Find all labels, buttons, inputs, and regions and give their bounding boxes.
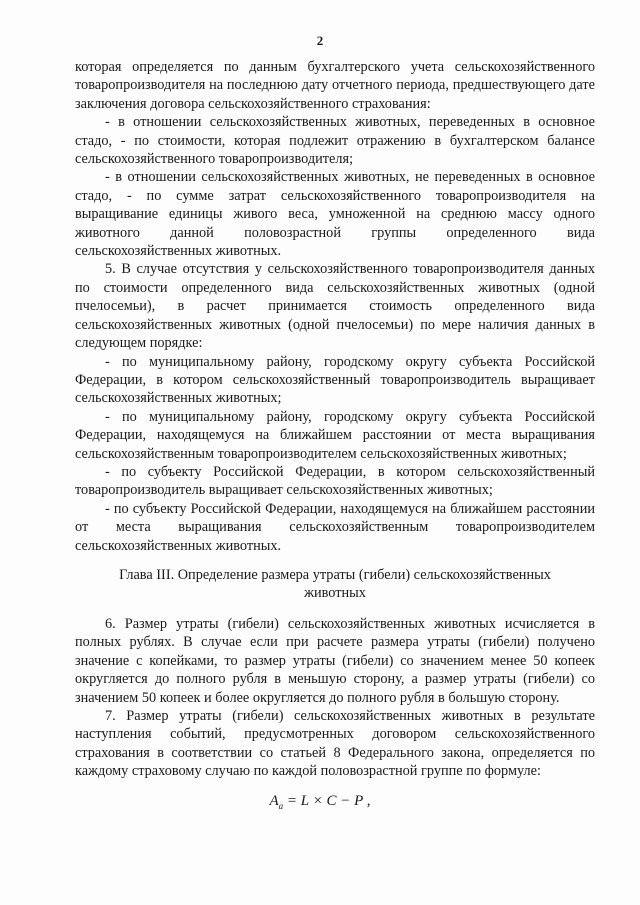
formula-lhs-subscript: a: [278, 801, 284, 811]
paragraph-nearest-district: - по муниципальному району, городскому округу субъекта Российской Федерации, находящемуся на ближайшем расстоянии от места выращивания сельскохозяйственным товаропроизводителем сельскохозяйственных животных;: [75, 408, 595, 462]
paragraph-item-7: 7. Размер утраты (гибели) сельскохозяйственных животных в результате наступления событий, предусмотренных договором сельскохозяйственного страхования в соответствии со статьей 8 Федерального закона, определяется по каждому страховому случаю по каждой половозрастной группе по формуле:: [75, 708, 595, 780]
section-bottom: [75, 615, 595, 781]
chapter-heading: Глава III. Определение размера утраты (гибели) сельскохозяйственных животных: [119, 567, 551, 602]
section-top: [75, 58, 595, 555]
paragraph-item-5: 5. В случае отсутствия у сельскохозяйственного товаропроизводителя данных по стоимости определенного вида сельскохозяйственных животных (одной пчелосемьи), в расчет принимается стоимость определенного вида сельскохозяйственных животных (одной пчелосемьи) по мере наличия данных в следующем порядке:: [75, 261, 595, 352]
page-number: 2: [316, 33, 324, 48]
paragraph-municipal-district: - по муниципальному району, городскому округу субъекта Российской Федерации, в котором сельскохозяйственный товаропроизводитель выращивает сельскохозяйственных животных;: [75, 353, 595, 407]
formula-rhs: = L × C − P ,: [283, 793, 371, 809]
formula-lhs: A: [269, 793, 279, 809]
paragraph-main-herd: - в отношении сельскохозяйственных животных, переведенных в основное стадо, - по стоимости, которая подлежит отражению в бухгалтерском балансе сельскохозяйственного товаропроизводителя;: [75, 114, 595, 168]
paragraph-intro: которая определяется по данным бухгалтерского учета сельскохозяйственного товаропроизводителя на последнюю дату отчетного периода, предшествующего дате заключения договора сельскохозяйственного страхования:: [75, 59, 595, 112]
paragraph-non-main-herd: - в отношении сельскохозяйственных животных, не переведенных в основное стадо, - по сумме затрат сельскохозяйственного товаропроизводителя на выращивание единицы живого веса, умноженной на среднюю массу одного животного данной половозрастной группы определенного вида сельскохозяйственных животных.: [75, 169, 595, 260]
paragraph-item-6: 6. Размер утраты (гибели) сельскохозяйственных животных исчисляется в полных рублях. В случае если при расчете размера утраты (гибели) получено значение с копейками, то размер утраты (гибели) со значением менее 50 копеек округляется до полного рубля в меньшую сторону, а размер утраты (гибели) со значением 50 копеек и более округляется до полного рубля в большую сторону.: [75, 616, 595, 706]
loss-formula: [0, 793, 640, 811]
paragraph-nearest-subject-rf: - по субъекту Российской Федерации, находящемуся на ближайшем расстоянии от места выращивания сельскохозяйственным товаропроизводителем сельскохозяйственных животных.: [75, 500, 595, 554]
paragraph-subject-rf: - по субъекту Российской Федерации, в котором сельскохозяйственный товаропроизводитель выращивает сельскохозяйственных животных;: [75, 463, 595, 499]
